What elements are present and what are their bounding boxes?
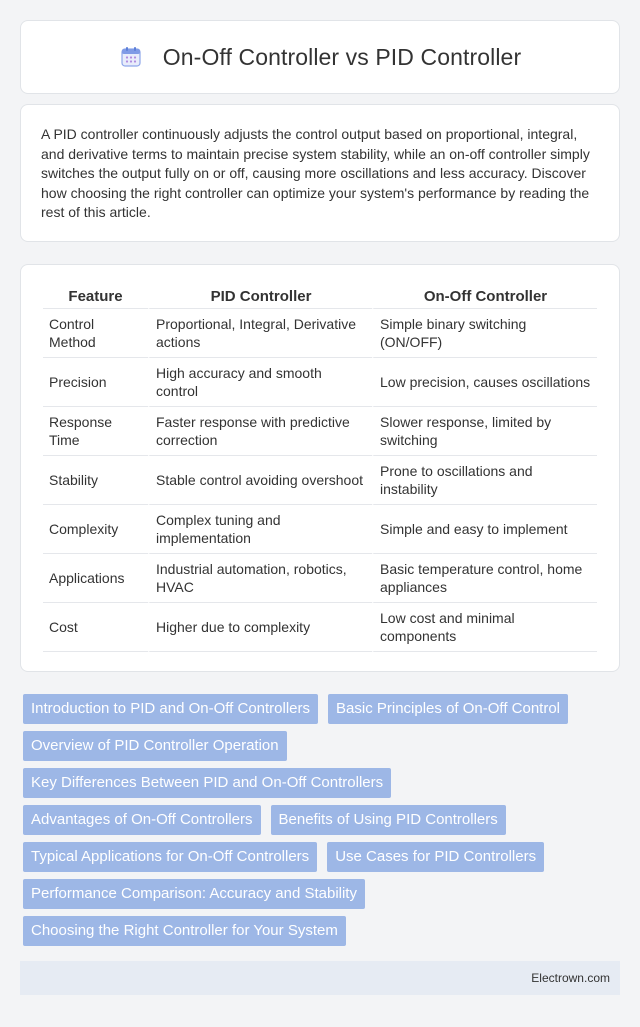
- pid-cell: Higher due to complexity: [148, 603, 372, 652]
- feature-cell: Precision: [43, 358, 148, 407]
- tag-link[interactable]: Typical Applications for On-Off Controllers: [23, 842, 317, 872]
- intro-card: [20, 104, 620, 242]
- feature-cell: Control Method: [43, 309, 148, 358]
- intro-text: A PID controller continuously adjusts the control output based on proportional, integral, and derivative terms to maintain precise system stability, while an on-off controller simply switches the output fully on or off, causing more oscillations and less accuracy. Discover how choosing the right controller can optimize your system's performance by reading the rest of this article.: [41, 126, 590, 220]
- table-row: [43, 309, 597, 358]
- header-card: [20, 20, 620, 94]
- feature-cell: Response Time: [43, 407, 148, 456]
- pid-cell: Proportional, Integral, Derivative actions: [148, 309, 372, 358]
- tag-link[interactable]: Introduction to PID and On-Off Controllers: [23, 694, 318, 724]
- feature-cell: Applications: [43, 554, 148, 603]
- column-header-pid: PID Controller: [148, 285, 372, 309]
- pid-cell: Complex tuning and implementation: [148, 505, 372, 554]
- tag-link[interactable]: Basic Principles of On-Off Control: [328, 694, 568, 724]
- pid-cell: Stable control avoiding overshoot: [148, 456, 372, 505]
- onoff-cell: Prone to oscillations and instability: [372, 456, 597, 505]
- tag-link[interactable]: Advantages of On-Off Controllers: [23, 805, 261, 835]
- pid-cell: High accuracy and smooth control: [148, 358, 372, 407]
- pid-cell: Industrial automation, robotics, HVAC: [148, 554, 372, 603]
- onoff-cell: Low precision, causes oscillations: [372, 358, 597, 407]
- table-header-row: [43, 285, 597, 309]
- feature-cell: Complexity: [43, 505, 148, 554]
- tag-link[interactable]: Benefits of Using PID Controllers: [271, 805, 506, 835]
- table-row: [43, 554, 597, 603]
- onoff-cell: Simple and easy to implement: [372, 505, 597, 554]
- tag-link[interactable]: Overview of PID Controller Operation: [23, 731, 287, 761]
- onoff-cell: Basic temperature control, home appliances: [372, 554, 597, 603]
- table-row: [43, 505, 597, 554]
- footer: [20, 961, 620, 995]
- page-title: On-Off Controller vs PID Controller: [162, 43, 522, 70]
- tag-link[interactable]: Performance Comparison: Accuracy and Stability: [23, 879, 365, 909]
- column-header-feature: Feature: [43, 285, 148, 309]
- footer-site-link[interactable]: Electrown.com: [531, 971, 610, 985]
- onoff-cell: Simple binary switching (ON/OFF): [372, 309, 597, 358]
- comparison-table: [43, 285, 597, 652]
- topic-tags: [20, 694, 620, 953]
- pid-cell: Faster response with predictive correction: [148, 407, 372, 456]
- table-row: [43, 456, 597, 505]
- calendar-icon: [119, 45, 143, 69]
- onoff-cell: Low cost and minimal components: [372, 603, 597, 652]
- table-row: [43, 407, 597, 456]
- table-row: [43, 603, 597, 652]
- tag-link[interactable]: Choosing the Right Controller for Your System: [23, 916, 346, 946]
- feature-cell: Stability: [43, 456, 148, 505]
- feature-cell: Cost: [43, 603, 148, 652]
- tag-link[interactable]: Use Cases for PID Controllers: [327, 842, 544, 872]
- comparison-table-card: [20, 264, 620, 672]
- column-header-onoff: On-Off Controller: [372, 285, 597, 309]
- table-row: [43, 358, 597, 407]
- onoff-cell: Slower response, limited by switching: [372, 407, 597, 456]
- tag-link[interactable]: Key Differences Between PID and On-Off Controllers: [23, 768, 391, 798]
